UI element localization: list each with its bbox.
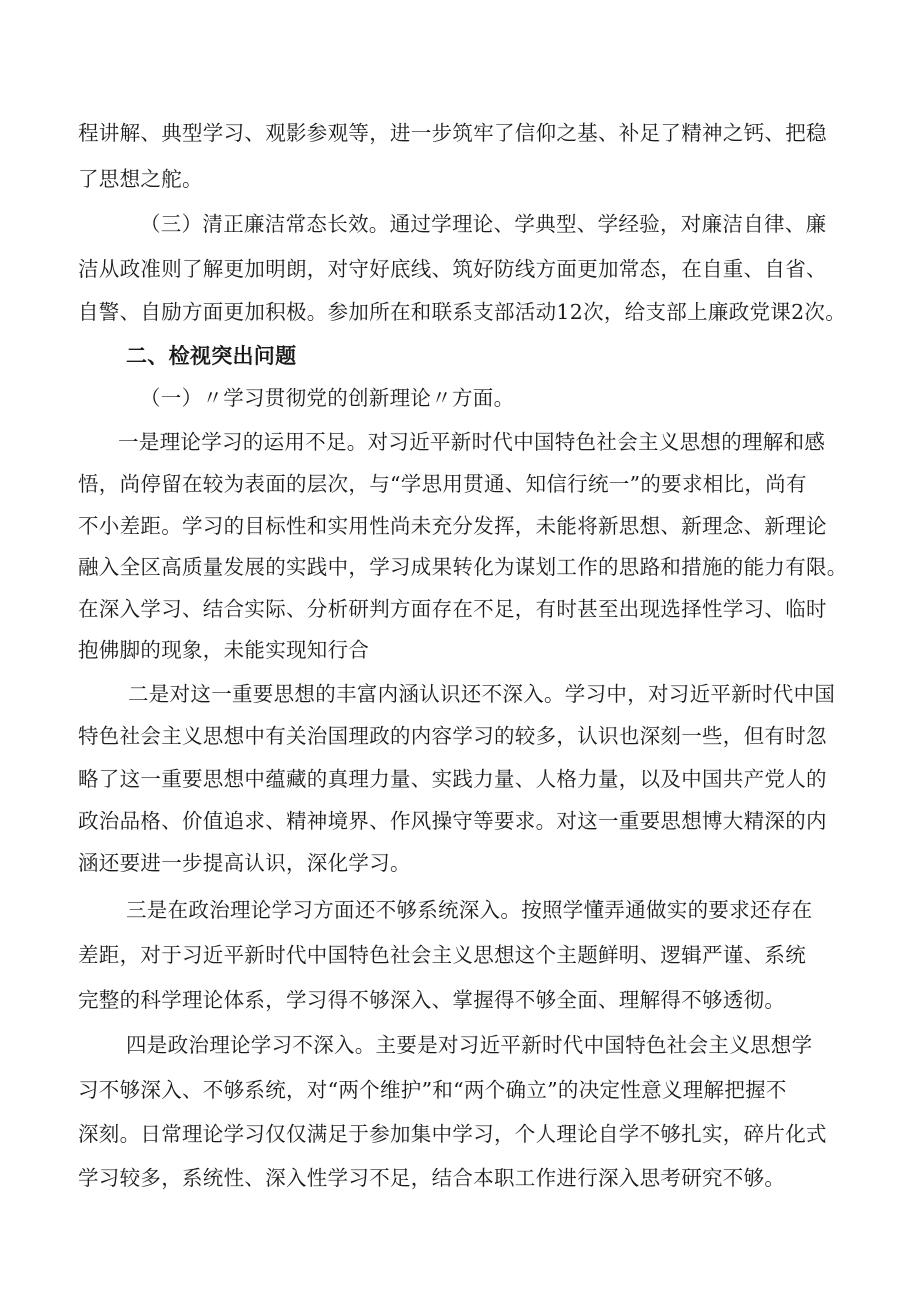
paragraph-line: （三）清正廉洁常态长效。通过学理论、学典型、学经验，对廉洁自律、廉	[140, 212, 827, 236]
paragraph-line: 政治品格、价值追求、精神境界、作风操守等要求。对这一重要思想博大精深的内	[78, 809, 827, 833]
paragraph-line: 不小差距。学习的目标性和实用性尚未充分发挥，未能将新思想、新理念、新理论	[78, 514, 827, 538]
paragraph-line: 涵还要进一步提高认识，深化学习。	[78, 851, 411, 875]
paragraph-line: 差距，对于习近平新时代中国特色社会主义思想这个主题鲜明、逻辑严谨、系统	[78, 943, 806, 967]
paragraph-line: 一是理论学习的运用不足。对习近平新时代中国特色社会主义思想的理解和感	[118, 430, 826, 454]
section-heading: 二、检视突出问题	[126, 344, 297, 368]
paragraph-line: 融入全区高质量发展的实践中，学习成果转化为谋划工作的思路和措施的能力有限。	[78, 555, 848, 579]
paragraph-line: 悟，尚停留在较为表面的层次，与“学思用贯通、知信行统一”的要求相比，尚有	[78, 472, 807, 496]
paragraph-line: 四是政治理论学习不深入。主要是对习近平新时代中国特色社会主义思想学	[126, 1033, 813, 1057]
paragraph-line: 自警、自励方面更加积极。参加所在和联系支部活动12次，给支部上廉政党课2次。	[78, 300, 847, 324]
paragraph-line: 二是对这一重要思想的丰富内涵认识还不深入。学习中，对习近平新时代中国	[128, 682, 836, 706]
paragraph-line: 洁从政准则了解更加明朗，对守好底线、筑好防线方面更加常态，在自重、自省、	[78, 257, 827, 281]
paragraph-line: 深刻。日常理论学习仅仅满足于参加集中学习，个人理论自学不够扎实，碎片化式	[78, 1122, 827, 1146]
paragraph-line: 在深入学习、结合实际、分析研判方面存在不足，有时甚至出现选择性学习、临时	[78, 597, 827, 621]
paragraph-line: 三是在政治理论学习方面还不够系统深入。按照学懂弄通做实的要求还存在	[126, 898, 813, 922]
paragraph-line: 学习较多，系统性、深入性学习不足，结合本职工作进行深入思考研究不够。	[78, 1166, 786, 1190]
paragraph-line: 略了这一重要思想中蕴藏的真理力量、实践力量、人格力量，以及中国共产党人的	[78, 767, 827, 791]
paragraph-line: 完整的科学理论体系，学习得不够深入、掌握得不够全面、理解得不够透彻。	[78, 988, 786, 1012]
paragraph-line: 抱佛脚的现象，未能实现知行合	[78, 638, 370, 662]
paragraph-line: 习不够深入、不够系统，对“两个维护”和“两个确立”的决定性意义理解把握不	[78, 1078, 787, 1102]
paragraph-line: 程讲解、典型学习、观影参观等，进一步筑牢了信仰之基、补足了精神之钙、把稳	[78, 121, 827, 145]
paragraph-line: 特色社会主义思想中有关治国理政的内容学习的较多，认识也深刻一些，但有时忽	[78, 724, 827, 748]
subsection-heading: （一）〃学习贯彻党的创新理论〃方面。	[140, 386, 515, 410]
paragraph-line: 了思想之舵。	[78, 167, 203, 191]
